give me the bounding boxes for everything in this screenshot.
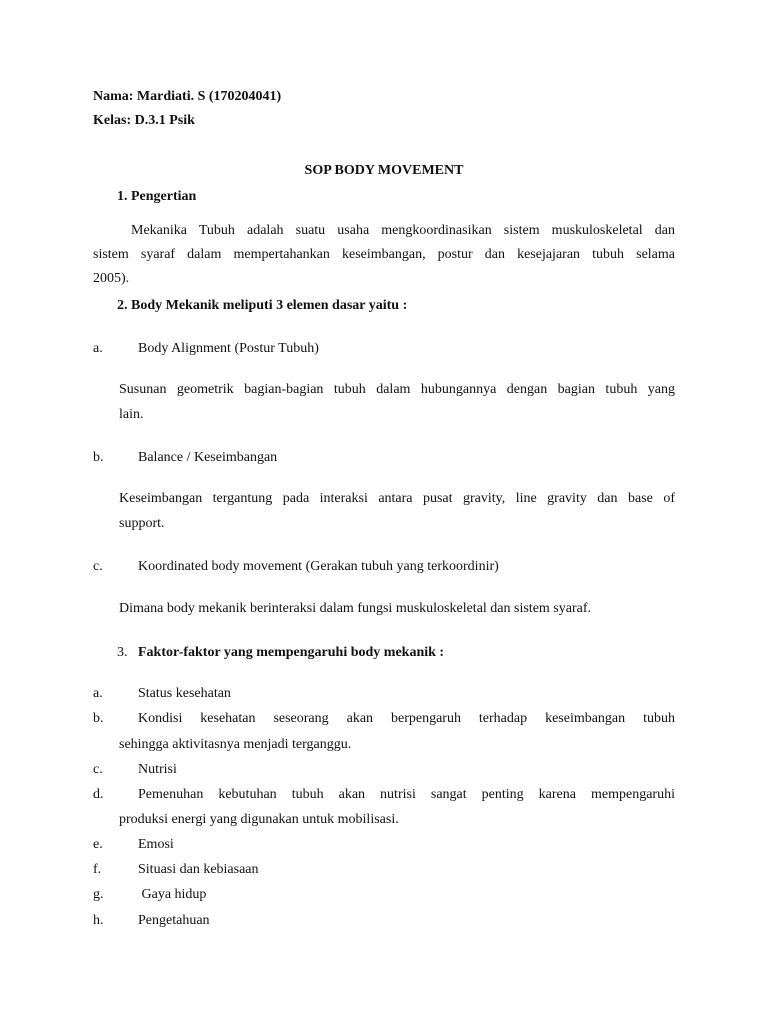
list-marker: f. — [93, 862, 102, 877]
section-3-heading: Faktor-faktor yang mempengaruhi body mekanik : — [138, 645, 445, 660]
factor-item: Kondisi kesehatan seseorang akan berpengaruh terhadap keseimbangan tubuh — [138, 711, 675, 726]
list-marker: c. — [93, 559, 103, 574]
list-marker: a. — [93, 341, 103, 356]
element-description: Keseimbangan tergantung pada interaksi antara pusat gravity, line gravity dan base of — [119, 491, 675, 506]
section-1-heading: 1. Pengertian — [117, 189, 197, 204]
factor-item-continuation: sehingga aktivitasnya menjadi terganggu. — [119, 737, 352, 752]
list-marker: b. — [93, 450, 104, 465]
element-title: Body Alignment (Postur Tubuh) — [138, 341, 319, 356]
list-marker: d. — [93, 787, 104, 802]
list-marker: g. — [93, 887, 104, 902]
element-description: Dimana body mekanik berinteraksi dalam fungsi muskuloskeletal dan sistem syaraf. — [119, 601, 591, 616]
document-title: SOP BODY MOVEMENT — [304, 163, 464, 178]
factor-item: Pemenuhan kebutuhan tubuh akan nutrisi sangat penting karena mempengaruhi — [138, 787, 675, 802]
factor-item: Gaya hidup — [138, 887, 207, 902]
list-marker: h. — [93, 913, 104, 928]
section-1-paragraph-line: sistem syaraf dalam mempertahankan keseimbangan, postur dan kesejajaran tubuh selama — [93, 247, 675, 262]
section-2-heading: 2. Body Mekanik meliputi 3 elemen dasar yaitu : — [117, 298, 408, 313]
section-1-paragraph-line: 2005). — [93, 271, 130, 286]
factor-item: Pengetahuan — [138, 913, 210, 928]
list-marker: e. — [93, 837, 103, 852]
element-title: Balance / Keseimbangan — [138, 450, 278, 465]
list-marker: a. — [93, 686, 103, 701]
factor-item: Situasi dan kebiasaan — [138, 862, 259, 877]
section-1-paragraph-line: Mekanika Tubuh adalah suatu usaha mengkoordinasikan sistem muskuloskeletal dan — [131, 223, 675, 238]
factor-item: Emosi — [138, 837, 174, 852]
student-name: Nama: Mardiati. S (170204041) — [93, 89, 282, 104]
factor-item: Nutrisi — [138, 762, 177, 777]
element-description: Susunan geometrik bagian-bagian tubuh dalam hubungannya dengan bagian tubuh yang — [119, 382, 675, 397]
factor-item: Status kesehatan — [138, 686, 231, 701]
section-3-number: 3. — [117, 645, 128, 660]
factor-item-continuation: produksi energi yang digunakan untuk mobilisasi. — [119, 812, 399, 827]
element-description: support. — [119, 516, 165, 531]
element-title: Koordinated body movement (Gerakan tubuh yang terkoordinir) — [138, 559, 499, 574]
list-marker: c. — [93, 762, 103, 777]
list-marker: b. — [93, 711, 104, 726]
student-class: Kelas: D.3.1 Psik — [93, 113, 195, 128]
element-description: lain. — [119, 407, 144, 422]
